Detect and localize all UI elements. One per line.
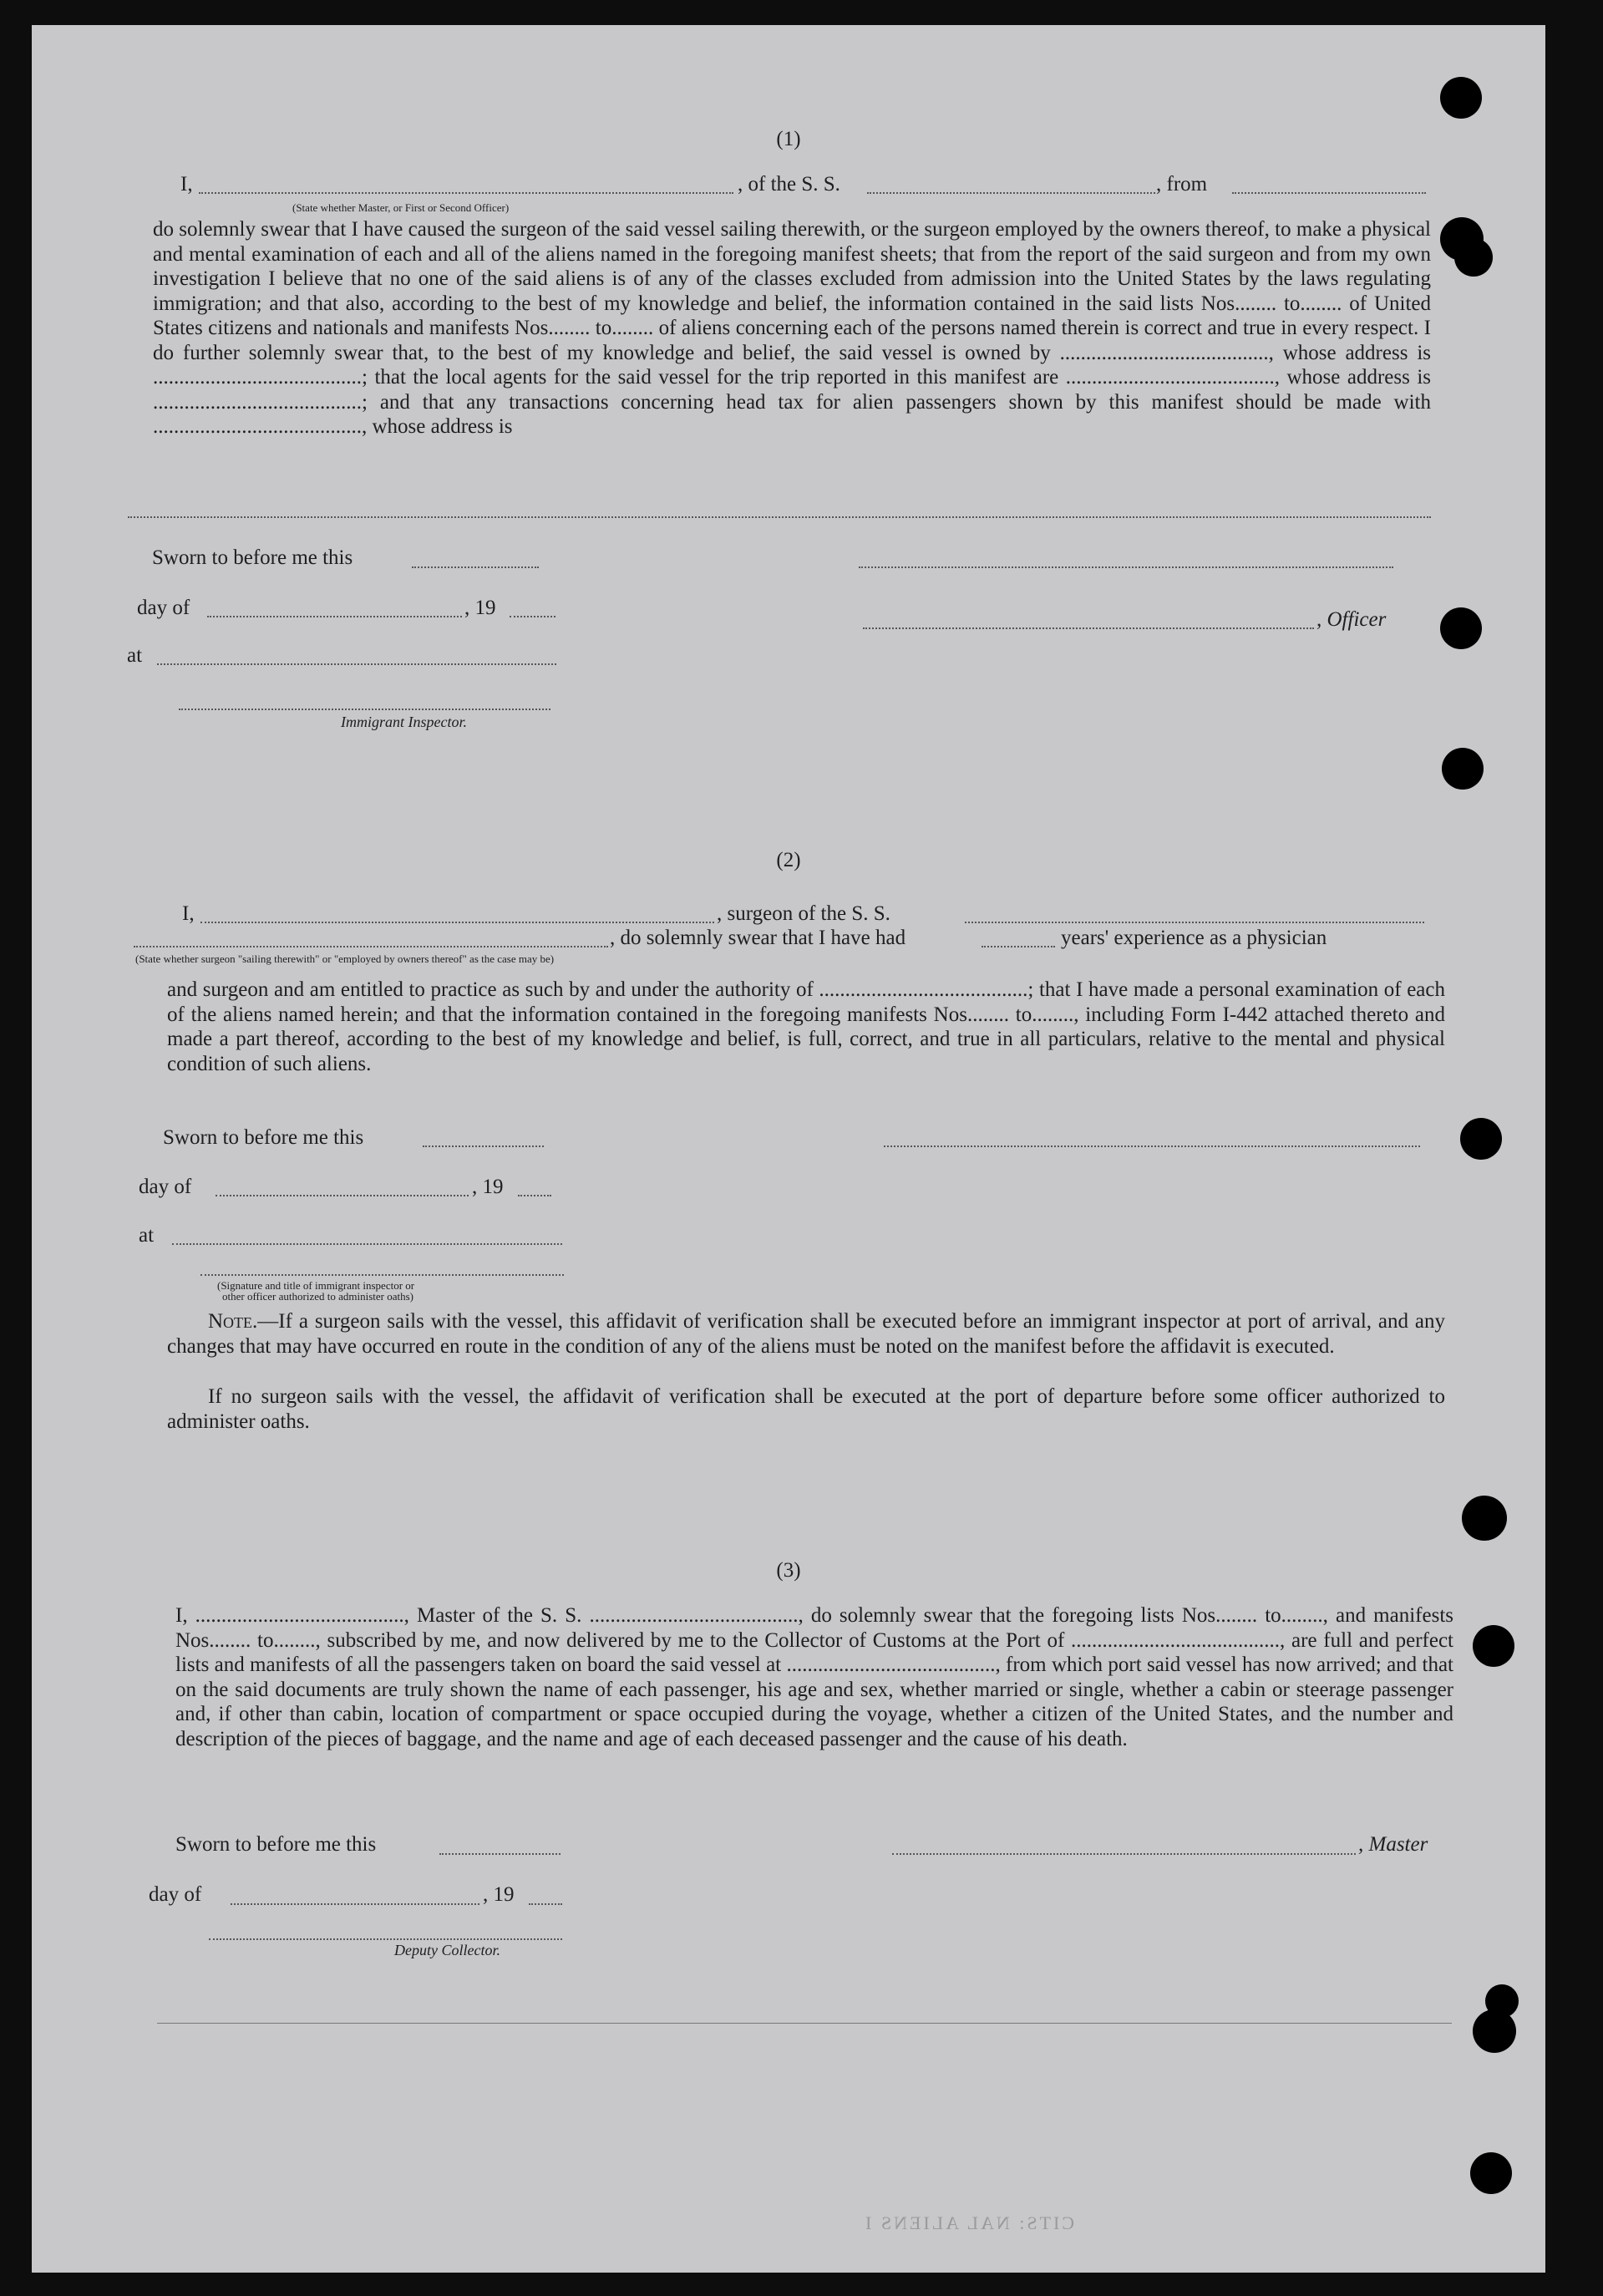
- punch-hole: [1460, 1118, 1502, 1160]
- section-3-collector-signature-blank[interactable]: [209, 1938, 562, 1940]
- section-3-body: I, ........................................, Master of the S. S. ........................................, do solemnly swear that the foregoing lists Nos........ to........, and manifests Nos........ to........, subscribed by me, and now delivered by me to the Collector of Customs at the Port of ........................................, are full and perfect lists and manifests of all the passengers taken on board the said vessel at ........................................, from which port said vessel has now arrived; and that on the said documents are truly shown the name of each passenger, his age and sex, whether married or single, whether a cabin or steerage passenger and, if other than cabin, location of compartment or space occupied during the voyage, whether a citizen of the United States, and the number and description of the pieces of baggage, and the name and age of each deceased passenger and the cause of his death.: [175, 1604, 1453, 1750]
- section-3-sworn-day-blank[interactable]: [439, 1853, 561, 1855]
- section-3-number: (3): [776, 1559, 801, 1582]
- section-1-place-blank[interactable]: [157, 663, 556, 665]
- punch-hole: [1473, 1625, 1514, 1667]
- section-3-year-blank[interactable]: [529, 1903, 562, 1905]
- section-2-surgeon-label: , surgeon of the S. S.: [717, 902, 890, 925]
- section-2-swear-label: , do solemnly swear that I have had: [610, 927, 906, 949]
- ship-name-blank[interactable]: [867, 192, 1155, 194]
- section-1-year-blank[interactable]: [510, 616, 555, 617]
- section-1-number: (1): [776, 128, 801, 150]
- section-2-note-2: If no surgeon sails with the vessel, the affidavit of verification shall be executed at the port of departure before some officer authorized to administer oaths.: [167, 1385, 1445, 1433]
- section-2-surgeon-note: (State whether surgeon "sailing therewith" or "employed by owners thereof" as the case may be): [135, 952, 555, 965]
- section-1-officer-label: , Officer: [1316, 608, 1387, 631]
- punch-hole: [1440, 607, 1482, 649]
- section-3-signer-label: Deputy Collector.: [394, 1942, 500, 1958]
- section-2-sworn-label: Sworn to before me this: [163, 1126, 364, 1149]
- section-2-pronoun: I,: [182, 902, 195, 925]
- section-1-month-blank[interactable]: [207, 616, 462, 617]
- section-2-year-blank[interactable]: [518, 1195, 551, 1196]
- punch-hole: [1454, 238, 1493, 277]
- section-1-sworn-day-blank[interactable]: [412, 566, 539, 568]
- section-2-at-label: at: [139, 1224, 155, 1247]
- section-1-inspector-signature-blank[interactable]: [179, 709, 550, 710]
- section-2-ship-blank[interactable]: [965, 922, 1424, 923]
- note-1-text: —If a surgeon sails with the vessel, this affidavit of verification shall be executed before an immigrant inspector at port of arrival, and any changes that may have occurred en route in the condition of any of the aliens must be noted on the manifest before the affidavit is executed.: [167, 1310, 1445, 1358]
- years-experience-blank[interactable]: [982, 946, 1055, 947]
- section-1-signature-blank[interactable]: [859, 566, 1393, 568]
- section-3-month-blank[interactable]: [231, 1903, 479, 1905]
- departure-port-blank[interactable]: [1232, 192, 1426, 194]
- bottom-rule: [157, 2023, 1452, 2024]
- section-2-years-label: years' experience as a physician: [1061, 927, 1327, 949]
- section-1-signer-label: Immigrant Inspector.: [341, 714, 467, 730]
- section-2-sig-note-1: (Signature and title of immigrant inspector or: [217, 1279, 415, 1292]
- section-1-body: do solemnly swear that I have caused the surgeon of the said vessel sailing therewith, or the surgeon employed by the owners thereof, to make a physical and mental examination of each and all of the aliens named in the foregoing manifest sheets; that from the report of the said surgeon and from my own investigation I believe that no one of the said aliens is of any of the classes excluded from admission into the United States by the laws regulating immigration; and that also, according to the best of my knowledge and belief, the information contained in the said lists Nos........ to........ of United States citizens and nationals and manifests Nos........ to........ of aliens concerning each of the persons named therein is correct and true in every respect. I do further solemnly swear that, to the best of my knowledge and belief, the said vessel is owned by ........................................, whose address is ........................................; that the local agents for the said vessel for the trip reported in this manifest are ........................................, whose address is ........................................; and that any transactions concerning head tax for alien passengers shown by this manifest should be made with ........................................, whose address is: [153, 218, 1431, 438]
- section-2-month-blank[interactable]: [216, 1195, 469, 1196]
- section-2-place-blank[interactable]: [172, 1243, 562, 1245]
- punch-hole: [1442, 748, 1484, 790]
- punch-hole: [1440, 77, 1482, 119]
- section-2-number: (2): [776, 849, 801, 871]
- section-3-year-label: , 19: [483, 1883, 515, 1906]
- section-1-officer-note: (State whether Master, or First or Second Officer): [292, 201, 510, 214]
- bleed-through-text: CITS: NAL ALIENS I: [863, 2212, 1075, 2233]
- surgeon-name-blank[interactable]: [200, 922, 714, 923]
- section-3-day-of-label: day of: [149, 1883, 202, 1906]
- section-1-day-of-label: day of: [137, 597, 190, 619]
- punch-hole: [1470, 2152, 1512, 2194]
- section-2-note-1: [167, 1309, 1445, 1359]
- section-1-from-label: , from: [1156, 173, 1208, 196]
- section-2-signature-blank[interactable]: [884, 1145, 1420, 1147]
- section-2-year-label: , 19: [472, 1176, 504, 1198]
- note-label: Note.: [208, 1310, 258, 1333]
- section-3-sworn-label: Sworn to before me this: [175, 1833, 377, 1856]
- document-page: [32, 25, 1545, 2273]
- section-2-body: and surgeon and am entitled to practice as such by and under the authority of ........................................; that I have made a personal examination of each of the aliens named herein; and that the information contained in the foregoing manifests Nos........ to........, including Form I-442 attached thereto and made a part thereof, according to the best of my knowledge and belief, is full, correct, and true in all particulars, relative to the mental and physical condition of such aliens.: [167, 978, 1445, 1075]
- section-1-pronoun: I,: [180, 173, 193, 196]
- section-3-master-signature-blank[interactable]: [892, 1853, 1356, 1855]
- section-1-year-label: , 19: [464, 597, 496, 619]
- officer-name-blank[interactable]: [199, 192, 733, 194]
- section-2-sworn-day-blank[interactable]: [423, 1145, 544, 1147]
- section-1-officer-blank[interactable]: [863, 627, 1314, 629]
- punch-hole: [1462, 1496, 1507, 1541]
- section-2-inspector-signature-blank[interactable]: [200, 1274, 564, 1276]
- section-1-at-label: at: [127, 644, 143, 667]
- surgeon-status-blank[interactable]: [134, 946, 608, 947]
- address-continuation-blank[interactable]: [128, 516, 1431, 518]
- section-1-sworn-label: Sworn to before me this: [152, 546, 353, 569]
- section-2-day-of-label: day of: [139, 1176, 192, 1198]
- section-3-master-label: , Master: [1358, 1833, 1428, 1856]
- section-1-ship-label: , of the S. S.: [738, 173, 840, 196]
- section-2-sig-note-2: other officer authorized to administer oaths): [222, 1290, 413, 1303]
- punch-hole: [1485, 1984, 1519, 2018]
